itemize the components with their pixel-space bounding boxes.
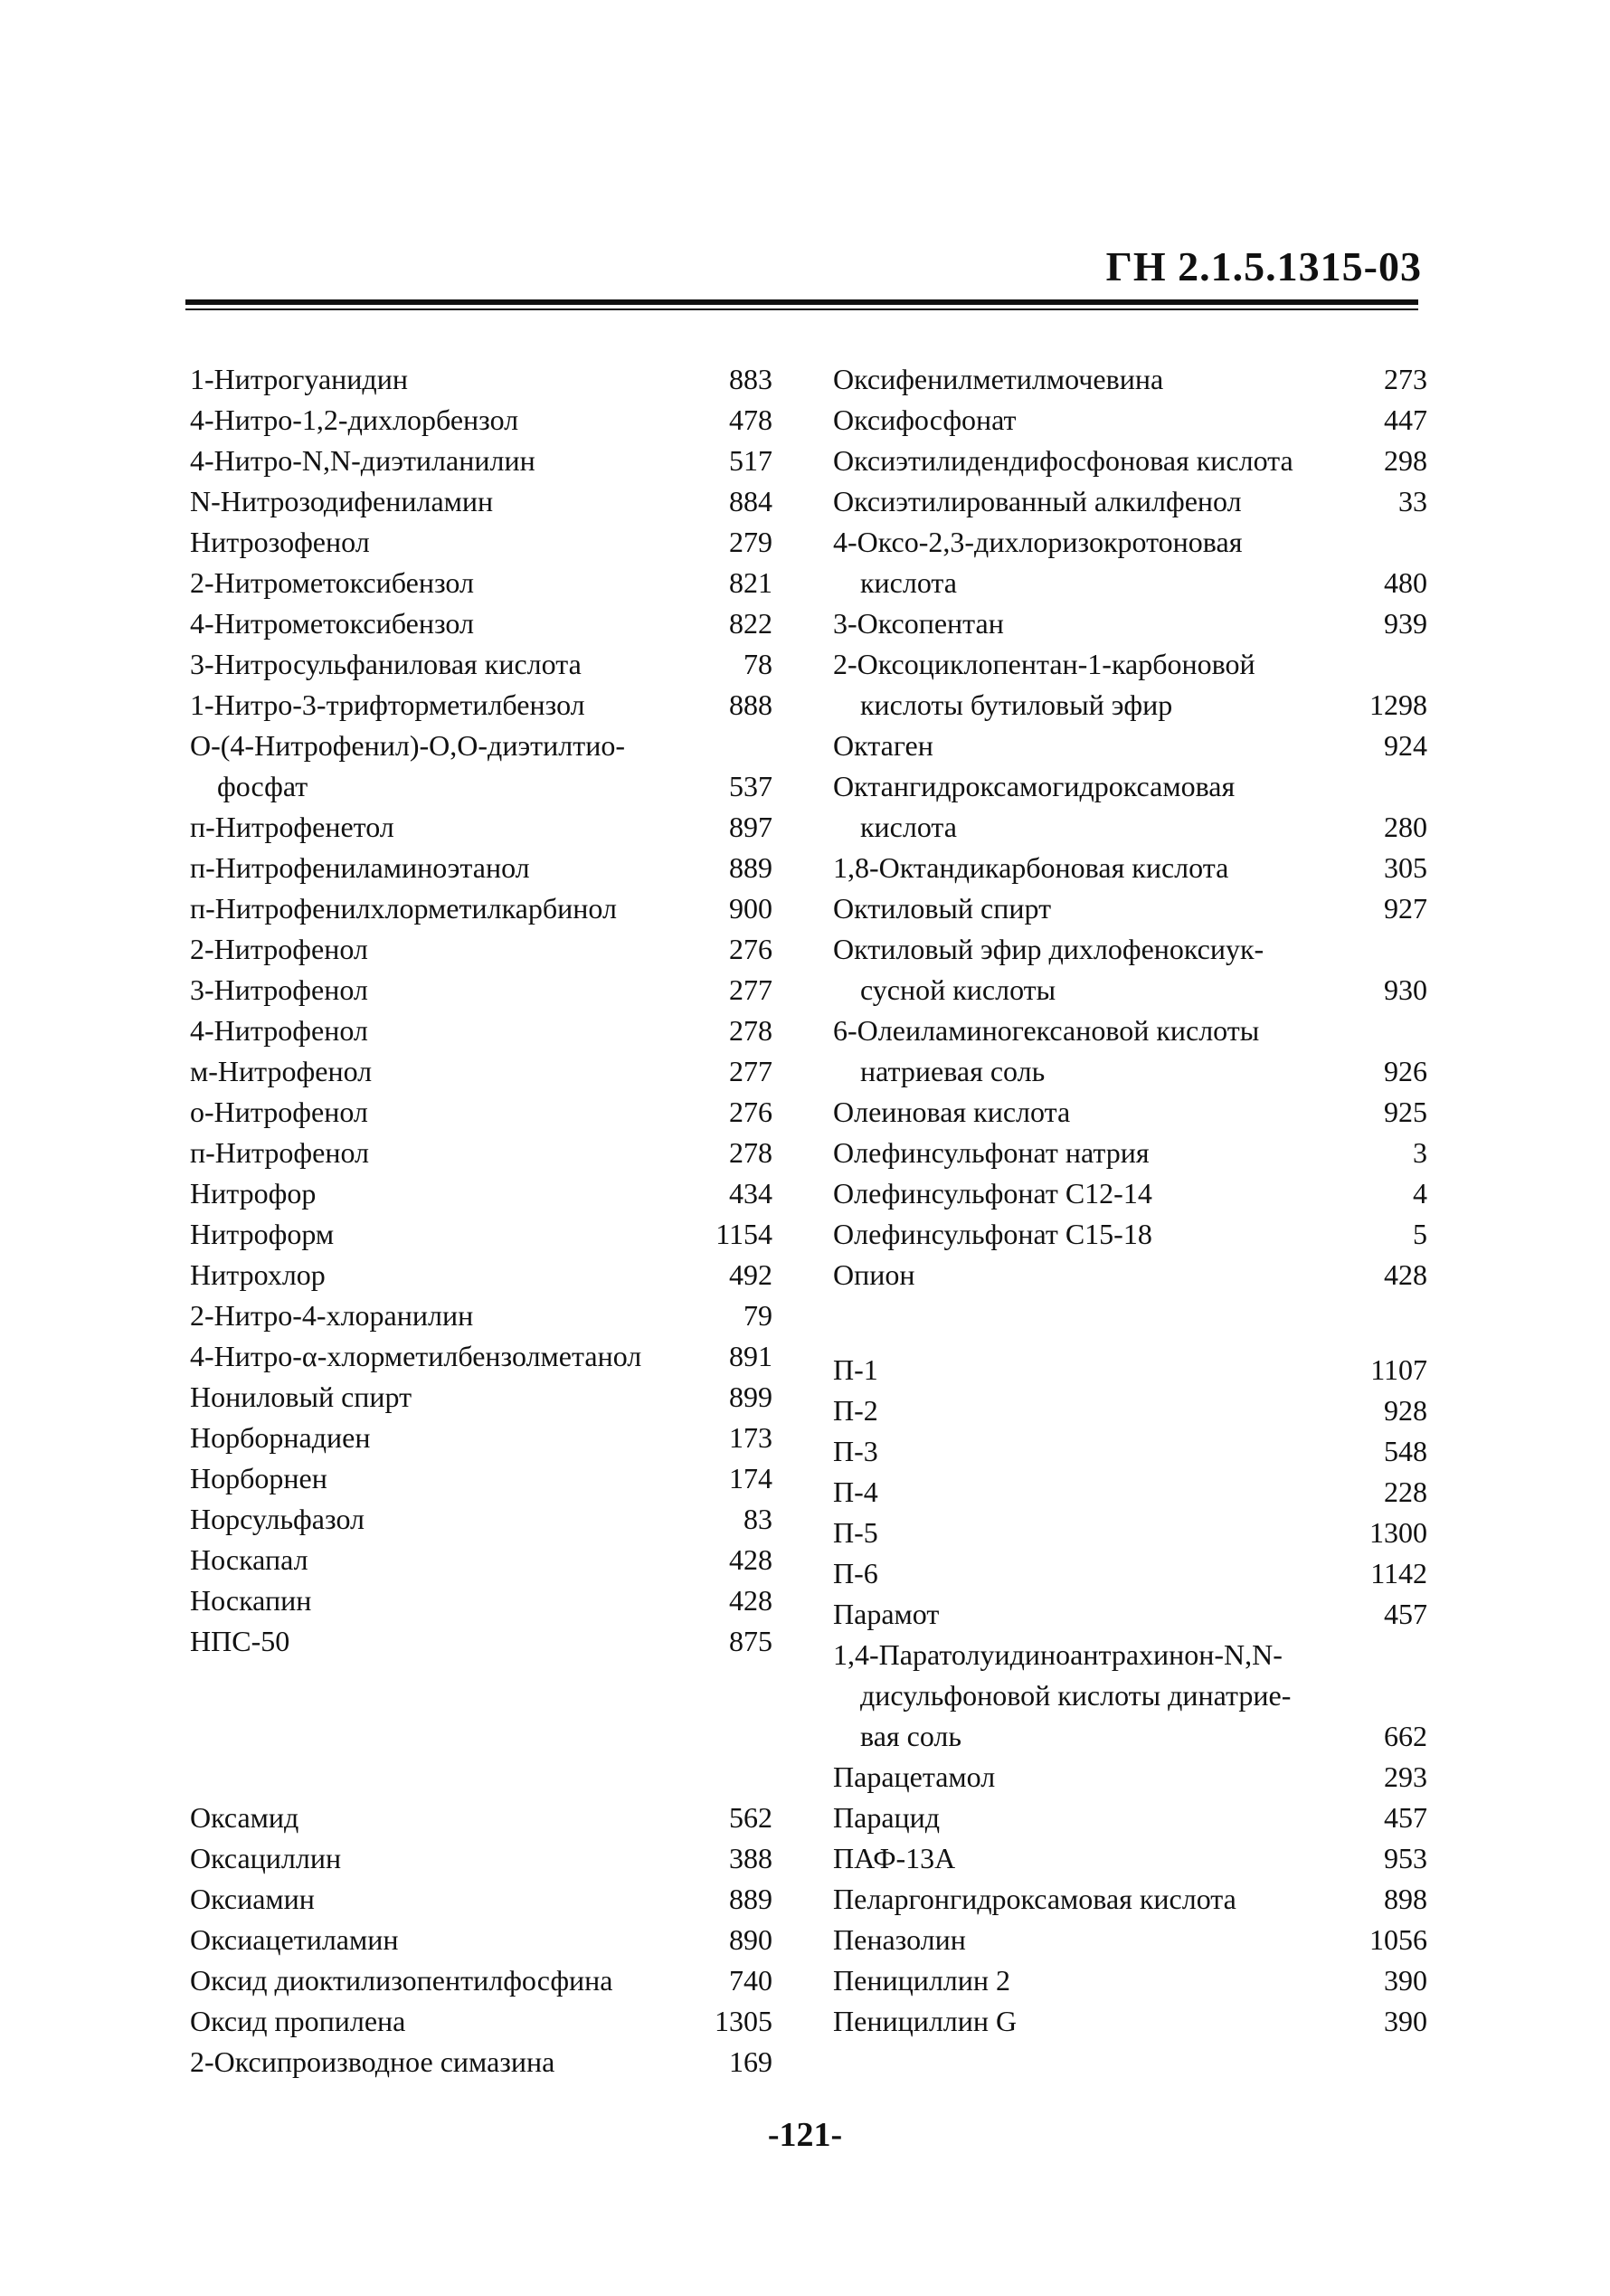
- index-term: Опион: [833, 1258, 915, 1291]
- index-page: 78: [743, 648, 772, 680]
- index-term: 2-Нитро-4-хлоранилин: [190, 1299, 474, 1332]
- index-entry: [833, 1173, 1427, 1214]
- index-entry: [833, 685, 1427, 726]
- index-entry: [190, 1960, 772, 2001]
- index-entry: [190, 563, 772, 603]
- index-entry: [190, 1499, 772, 1540]
- index-entry: [833, 1635, 1427, 1675]
- index-term: Октангидроксамогидроксамовая: [833, 770, 1236, 802]
- index-term: Норборнадиен: [190, 1421, 371, 1454]
- index-term: П-3: [833, 1435, 878, 1467]
- index-term: Пенициллин 2: [833, 1964, 1010, 1997]
- index-term: натриевая соль: [860, 1055, 1046, 1087]
- index-entry: [833, 1757, 1427, 1798]
- index-term: 4-Нитрофенол: [190, 1014, 368, 1047]
- index-page: 884: [729, 485, 772, 517]
- index-entry: [833, 807, 1427, 848]
- index-entry: [833, 970, 1427, 1010]
- index-page: 428: [1384, 1258, 1427, 1291]
- index-term: 3-Оксопентан: [833, 607, 1004, 640]
- index-entry: [833, 888, 1427, 929]
- index-page: 79: [743, 1299, 772, 1332]
- index-entry: [833, 1920, 1427, 1960]
- index-term: 3-Нитрофенол: [190, 973, 368, 1006]
- index-term: 4-Оксо-2,3-дихлоризокротоновая: [833, 526, 1243, 558]
- index-entry: [190, 1173, 772, 1214]
- index-page: 740: [729, 1964, 772, 1997]
- index-entry: [833, 1553, 1427, 1594]
- index-entry: [833, 481, 1427, 522]
- index-term: Пеларгонгидроксамовая кислота: [833, 1883, 1236, 1915]
- index-entry: [190, 1838, 772, 1879]
- index-term: Олефинсульфонат C12-14: [833, 1177, 1152, 1210]
- index-term: п-Нитрофенол: [190, 1136, 369, 1169]
- section-gap: [190, 1662, 772, 1798]
- index-term: фосфат: [217, 770, 308, 802]
- index-page: 890: [729, 1923, 772, 1956]
- index-term: Оксиэтилидендифосфоновая кислота: [833, 444, 1293, 477]
- index-term: 4-Нитро-N,N-диэтиланилин: [190, 444, 535, 477]
- index-term: П-5: [833, 1516, 878, 1549]
- index-entry: [833, 766, 1427, 807]
- index-entry: [833, 2001, 1427, 2042]
- index-term: 1,4-Паратолуидиноантрахинон-N,N-: [833, 1638, 1283, 1671]
- index-term: п-Нитрофениламиноэтанол: [190, 851, 530, 884]
- index-term: П-4: [833, 1475, 878, 1508]
- index-page: 305: [1384, 851, 1427, 884]
- index-term: Носкапин: [190, 1584, 312, 1617]
- index-entry: [833, 1092, 1427, 1133]
- index-entry: [190, 481, 772, 522]
- page-number: -121-: [767, 2116, 843, 2154]
- index-entry: [833, 1431, 1427, 1472]
- index-term: кислоты бутиловый эфир: [860, 688, 1173, 721]
- index-page: 1056: [1369, 1923, 1427, 1956]
- header-rule-thick: [185, 299, 1418, 305]
- index-entry: [190, 685, 772, 726]
- index-entry: [833, 359, 1427, 400]
- index-page: 517: [729, 444, 772, 477]
- index-page: 822: [729, 607, 772, 640]
- index-page: 280: [1384, 811, 1427, 843]
- index-term: Октиловый эфир дихлофеноксиук-: [833, 933, 1264, 965]
- index-term: Олефинсульфонат натрия: [833, 1136, 1150, 1169]
- index-page: 548: [1384, 1435, 1427, 1467]
- index-entry: [190, 1295, 772, 1336]
- index-term: Нитроформ: [190, 1218, 335, 1250]
- index-entry: [190, 1920, 772, 1960]
- index-term: кислота: [860, 811, 957, 843]
- index-term: ПАФ-13А: [833, 1842, 956, 1874]
- index-entry: [190, 807, 772, 848]
- index-page: 5: [1413, 1218, 1427, 1250]
- document-code: ГН 2.1.5.1315-03: [1105, 243, 1422, 289]
- index-term: 1-Нитрогуанидин: [190, 363, 408, 395]
- index-entry: [190, 400, 772, 441]
- index-term: кислота: [860, 566, 957, 599]
- index-term: 2-Нитрометоксибензол: [190, 566, 474, 599]
- index-term: П-6: [833, 1557, 878, 1589]
- index-page: 928: [1384, 1394, 1427, 1427]
- index-entry: [833, 563, 1427, 603]
- index-entry: [190, 441, 772, 481]
- index-page: 1300: [1369, 1516, 1427, 1549]
- index-term: Оксиацетиламин: [190, 1923, 399, 1956]
- index-page: 273: [1384, 363, 1427, 395]
- index-page: 925: [1384, 1096, 1427, 1128]
- index-entry: [190, 1621, 772, 1662]
- index-term: 3-Нитросульфаниловая кислота: [190, 648, 582, 680]
- index-term: Нитрофор: [190, 1177, 317, 1210]
- index-term: Октаген: [833, 729, 933, 762]
- index-term: п-Нитрофенилхлорметилкарбинол: [190, 892, 617, 925]
- section-gap: [833, 1295, 1427, 1350]
- index-page: 228: [1384, 1475, 1427, 1508]
- index-entry: [833, 1051, 1427, 1092]
- index-term: дисульфоновой кислоты динатрие-: [860, 1679, 1292, 1712]
- index-entry: [833, 400, 1427, 441]
- index-term: Оксид пропилена: [190, 2005, 406, 2037]
- index-page: 883: [729, 363, 772, 395]
- index-page: 1305: [715, 2005, 772, 2037]
- index-term: Нитрозофенол: [190, 526, 370, 558]
- index-entry: [833, 1594, 1427, 1635]
- index-page: 428: [729, 1584, 772, 1617]
- index-entry: [190, 1336, 772, 1377]
- index-entry: [190, 726, 772, 766]
- index-term: Оксациллин: [190, 1842, 342, 1874]
- index-column-left: [190, 359, 772, 2083]
- index-term: Оксиамин: [190, 1883, 315, 1915]
- index-term: о-Нитрофенол: [190, 1096, 368, 1128]
- index-entry: [833, 848, 1427, 888]
- index-entry: [190, 1418, 772, 1458]
- index-term: Норсульфазол: [190, 1503, 365, 1535]
- index-page: 298: [1384, 444, 1427, 477]
- index-entry: [190, 1010, 772, 1051]
- index-entry: [833, 1133, 1427, 1173]
- index-page: 953: [1384, 1842, 1427, 1874]
- index-page: 930: [1384, 973, 1427, 1006]
- index-term: НПС-50: [190, 1625, 290, 1657]
- index-entry: [833, 1390, 1427, 1431]
- index-page: 891: [729, 1340, 772, 1372]
- index-page: 173: [729, 1421, 772, 1454]
- index-page: 889: [729, 1883, 772, 1915]
- index-term: О-(4-Нитрофенил)-О,О-диэтилтио-: [190, 729, 626, 762]
- index-page: 875: [729, 1625, 772, 1657]
- index-term: 2-Оксоциклопентан-1-карбоновой: [833, 648, 1255, 680]
- index-entry: [190, 1580, 772, 1621]
- index-entry: [190, 359, 772, 400]
- index-page: 898: [1384, 1883, 1427, 1915]
- index-term: 4-Нитро-1,2-дихлорбензол: [190, 403, 519, 436]
- index-term: п-Нитрофенетол: [190, 811, 394, 843]
- index-entry: [190, 1458, 772, 1499]
- index-page: 276: [729, 933, 772, 965]
- index-entry: [190, 603, 772, 644]
- index-entry: [833, 1472, 1427, 1513]
- index-entry: [190, 970, 772, 1010]
- index-entry: [190, 1798, 772, 1838]
- index-term: Олефинсульфонат C15-18: [833, 1218, 1152, 1250]
- index-page: 33: [1398, 485, 1427, 517]
- index-page: 927: [1384, 892, 1427, 925]
- index-page: 888: [729, 688, 772, 721]
- index-page: 83: [743, 1503, 772, 1535]
- index-term: Оксифенилметилмочевина: [833, 363, 1164, 395]
- index-entry: [833, 1798, 1427, 1838]
- index-term: Парацетамол: [833, 1760, 996, 1793]
- index-entry: [190, 1377, 772, 1418]
- index-term: Оксамид: [190, 1801, 299, 1834]
- index-page: 447: [1384, 403, 1427, 436]
- index-entry: [833, 603, 1427, 644]
- index-entry: [190, 888, 772, 929]
- index-page: 492: [729, 1258, 772, 1291]
- index-entry: [190, 1540, 772, 1580]
- index-term: Парамот: [833, 1598, 940, 1630]
- index-term: N-Нитрозодифениламин: [190, 485, 494, 517]
- index-term: Оксиэтилированный алкилфенол: [833, 485, 1242, 517]
- index-term: м-Нитрофенол: [190, 1055, 373, 1087]
- index-page: 1142: [1370, 1557, 1427, 1589]
- index-page: 821: [729, 566, 772, 599]
- index-page: 900: [729, 892, 772, 925]
- index-term: 2-Нитрофенол: [190, 933, 368, 965]
- index-page: 1298: [1369, 688, 1427, 721]
- index-entry: [833, 1838, 1427, 1879]
- index-page: 562: [729, 1801, 772, 1834]
- index-entry: [190, 766, 772, 807]
- index-entry: [190, 1133, 772, 1173]
- index-term: Оксид диоктилизопентилфосфина: [190, 1964, 613, 1997]
- index-page: 897: [729, 811, 772, 843]
- index-page: 899: [729, 1380, 772, 1413]
- index-entry: [833, 441, 1427, 481]
- index-page: 388: [729, 1842, 772, 1874]
- index-page: 1154: [715, 1218, 772, 1250]
- index-entry: [833, 1350, 1427, 1390]
- index-entry: [833, 522, 1427, 563]
- index-term: П-1: [833, 1353, 878, 1386]
- index-entry: [833, 1010, 1427, 1051]
- index-entry: [833, 1879, 1427, 1920]
- index-term: 1-Нитро-3-трифторметилбензол: [190, 688, 585, 721]
- index-page: 3: [1413, 1136, 1427, 1169]
- index-page: 434: [729, 1177, 772, 1210]
- index-page: 277: [729, 1055, 772, 1087]
- index-term: Парацид: [833, 1801, 941, 1834]
- index-entry: [190, 2001, 772, 2042]
- index-entry: [190, 929, 772, 970]
- index-term: 4-Нитрометоксибензол: [190, 607, 474, 640]
- index-page: 939: [1384, 607, 1427, 640]
- index-page: 169: [729, 2045, 772, 2078]
- index-entry: [833, 1513, 1427, 1553]
- index-page: 926: [1384, 1055, 1427, 1087]
- index-term: П-2: [833, 1394, 878, 1427]
- index-page: 480: [1384, 566, 1427, 599]
- index-column-right: [833, 359, 1427, 2042]
- index-page: 662: [1384, 1720, 1427, 1752]
- index-page: 537: [729, 770, 772, 802]
- index-page: 278: [729, 1136, 772, 1169]
- index-page: 889: [729, 851, 772, 884]
- index-page: 293: [1384, 1760, 1427, 1793]
- index-page: 4: [1413, 1177, 1427, 1210]
- index-page: 390: [1384, 1964, 1427, 1997]
- index-page: 478: [729, 403, 772, 436]
- index-entry: [190, 1051, 772, 1092]
- index-page: 1107: [1370, 1353, 1427, 1386]
- index-term: Норборнен: [190, 1462, 327, 1494]
- index-entry: [833, 644, 1427, 685]
- index-page: 277: [729, 973, 772, 1006]
- index-entry: [833, 1675, 1427, 1716]
- index-term: Пеназолин: [833, 1923, 966, 1956]
- index-term: сусной кислоты: [860, 973, 1056, 1006]
- index-entry: [833, 1960, 1427, 2001]
- index-entry: [190, 1255, 772, 1295]
- index-entry: [833, 1255, 1427, 1295]
- index-page: 276: [729, 1096, 772, 1128]
- index-term: Нитрохлор: [190, 1258, 326, 1291]
- index-entry: [190, 2042, 772, 2083]
- index-page: 279: [729, 526, 772, 558]
- index-term: Нониловый спирт: [190, 1380, 412, 1413]
- index-entry: [190, 1214, 772, 1255]
- index-term: Оксифосфонат: [833, 403, 1017, 436]
- index-entry: [190, 1092, 772, 1133]
- index-entry: [190, 1879, 772, 1920]
- index-term: 6-Олеиламиногексановой кислоты: [833, 1014, 1260, 1047]
- index-page: 428: [729, 1543, 772, 1576]
- index-term: вая соль: [860, 1720, 961, 1752]
- header-rule-thin: [185, 308, 1418, 310]
- index-page: 174: [729, 1462, 772, 1494]
- index-entry: [833, 1214, 1427, 1255]
- index-term: 2-Оксипроизводное симазина: [190, 2045, 555, 2078]
- index-page: 457: [1384, 1801, 1427, 1834]
- index-page: 390: [1384, 2005, 1427, 2037]
- index-page: 457: [1384, 1598, 1427, 1630]
- index-page: 924: [1384, 729, 1427, 762]
- index-term: 4-Нитро-α-хлорметилбензолметанол: [190, 1340, 642, 1372]
- index-term: Носкапал: [190, 1543, 308, 1576]
- index-term: Пенициллин G: [833, 2005, 1018, 2037]
- index-entry: [833, 1716, 1427, 1757]
- index-entry: [833, 929, 1427, 970]
- index-term: Октиловый спирт: [833, 892, 1052, 925]
- index-term: 1,8-Октандикарбоновая кислота: [833, 851, 1229, 884]
- index-entry: [833, 726, 1427, 766]
- index-entry: [190, 522, 772, 563]
- index-term: Олеиновая кислота: [833, 1096, 1071, 1128]
- index-entry: [190, 644, 772, 685]
- index-entry: [190, 848, 772, 888]
- index-page: 278: [729, 1014, 772, 1047]
